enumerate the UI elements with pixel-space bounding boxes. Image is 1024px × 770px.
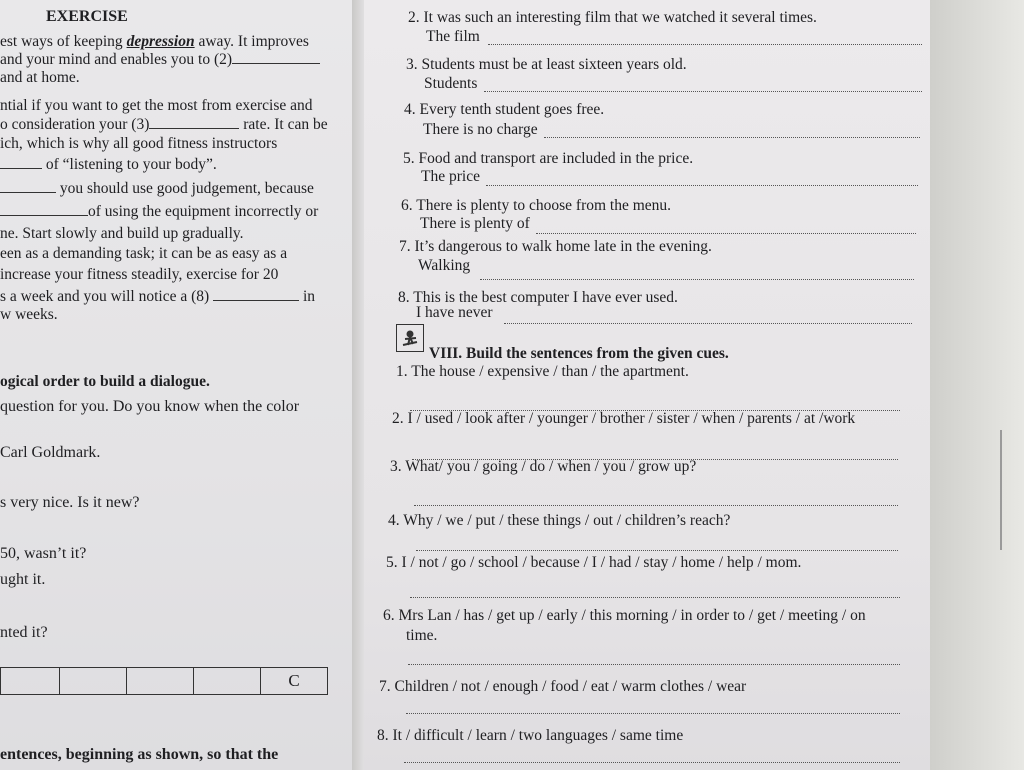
cue-line: 6. Mrs Lan / has / get up / early / this morning / in order to / get / meeting / on: [383, 607, 866, 624]
answer-cell: [194, 668, 261, 695]
page-edge: [930, 0, 1024, 770]
dialogue-heading: ogical order to build a dialogue.: [0, 373, 210, 390]
text-line: of “listening to your body”.: [0, 156, 217, 174]
answer-line: [416, 550, 898, 551]
rewrite-start: There is plenty of: [420, 215, 530, 232]
text-line: and at home.: [0, 69, 80, 86]
answer-line: [544, 137, 920, 138]
dialogue-line: ught it.: [0, 571, 46, 588]
text-line: s a week and you will notice a (8) in: [0, 288, 315, 305]
answer-line: [408, 664, 900, 665]
cue-line: 5. I / not / go / school / because / I / had / stay / home / help / mom.: [386, 554, 802, 571]
dialogue-line: 50, wasn’t it?: [0, 545, 87, 562]
answer-line: [536, 233, 916, 234]
cue-line: 2. I / used / look after / younger / brother / sister / when / parents / at /work: [392, 410, 856, 427]
answer-line: [410, 597, 900, 598]
rewrite-start: The price: [421, 168, 480, 185]
rewrite-question: 6. There is plenty to choose from the menu.: [401, 197, 672, 214]
answer-line: [488, 44, 922, 45]
rewrite-question: 7. It’s dangerous to walk home late in the evening.: [399, 238, 712, 255]
rewrite-question: 8. This is the best computer I have ever used.: [398, 289, 678, 306]
cue-line: 7. Children / not / enough / food / eat / warm clothes / wear: [379, 678, 747, 695]
dialogue-line: nted it?: [0, 624, 48, 641]
text-line: est ways of keeping depression away. It improves: [0, 33, 309, 50]
dialogue-line: question for you. Do you know when the color: [0, 398, 300, 415]
rewrite-question: 5. Food and transport are included in the price.: [403, 150, 694, 167]
answer-cell: [60, 668, 127, 695]
rewrite-start: Walking: [418, 257, 471, 274]
rewrite-question: 4. Every tenth student goes free.: [404, 101, 605, 118]
rewrite-question: 3. Students must be at least sixteen years old.: [406, 56, 687, 73]
cue-line: 3. What/ you / going / do / when / you / grow up?: [390, 458, 697, 475]
text-line: you should use good judgement, because: [0, 180, 314, 198]
text-line: ich, which is why all good fitness instructors: [0, 135, 278, 152]
answer-line: [504, 323, 912, 324]
text-line: ntial if you want to get the most from exercise and: [0, 97, 313, 114]
cue-line: 1. The house / expensive / than / the apartment.: [396, 363, 689, 380]
text-line: and your mind and enables you to (2): [0, 51, 320, 69]
section8-title: VIII. Build the sentences from the given cues.: [429, 345, 729, 362]
answer-cell: [127, 668, 194, 695]
answer-line: [414, 505, 898, 506]
rewrite-start: I have never: [416, 304, 493, 321]
text-line: increase your fitness steadily, exercise for 20: [0, 266, 279, 283]
rewrite-start: There is no charge: [423, 121, 538, 138]
section-heading: entences, beginning as shown, so that the: [0, 746, 279, 763]
rewrite-start: The film: [426, 28, 480, 45]
answer-line: [486, 185, 918, 186]
answer-line: [480, 279, 914, 280]
text-line: ne. Start slowly and build up gradually.: [0, 225, 244, 242]
cue-line: 8. It / difficult / learn / two languages / same time: [377, 727, 684, 744]
text-line: w weeks.: [0, 306, 58, 323]
answer-line: [484, 91, 922, 92]
text-line: of using the equipment incorrectly or: [0, 203, 318, 221]
exercise-heading: EXERCISE: [46, 8, 128, 25]
cue-line: time.: [406, 627, 438, 644]
activity-icon: [396, 324, 424, 352]
text-line: o consideration your (3) rate. It can be: [0, 116, 328, 133]
answer-line: [404, 762, 900, 763]
book-gutter: [352, 0, 364, 770]
text-line: een as a demanding task; it can be as easy as a: [0, 245, 288, 262]
answer-cell: C: [261, 668, 328, 695]
answer-table: [0, 667, 328, 695]
rewrite-start: Students: [424, 75, 478, 92]
edge-mark: [1000, 430, 1002, 550]
answer-cell: [1, 668, 60, 695]
cue-line: 4. Why / we / put / these things / out / children’s reach?: [388, 512, 731, 529]
dialogue-line: s very nice. Is it new?: [0, 494, 140, 511]
rewrite-question: 2. It was such an interesting film that we watched it several times.: [408, 9, 817, 26]
answer-line: [406, 713, 900, 714]
dialogue-line: Carl Goldmark.: [0, 444, 101, 461]
